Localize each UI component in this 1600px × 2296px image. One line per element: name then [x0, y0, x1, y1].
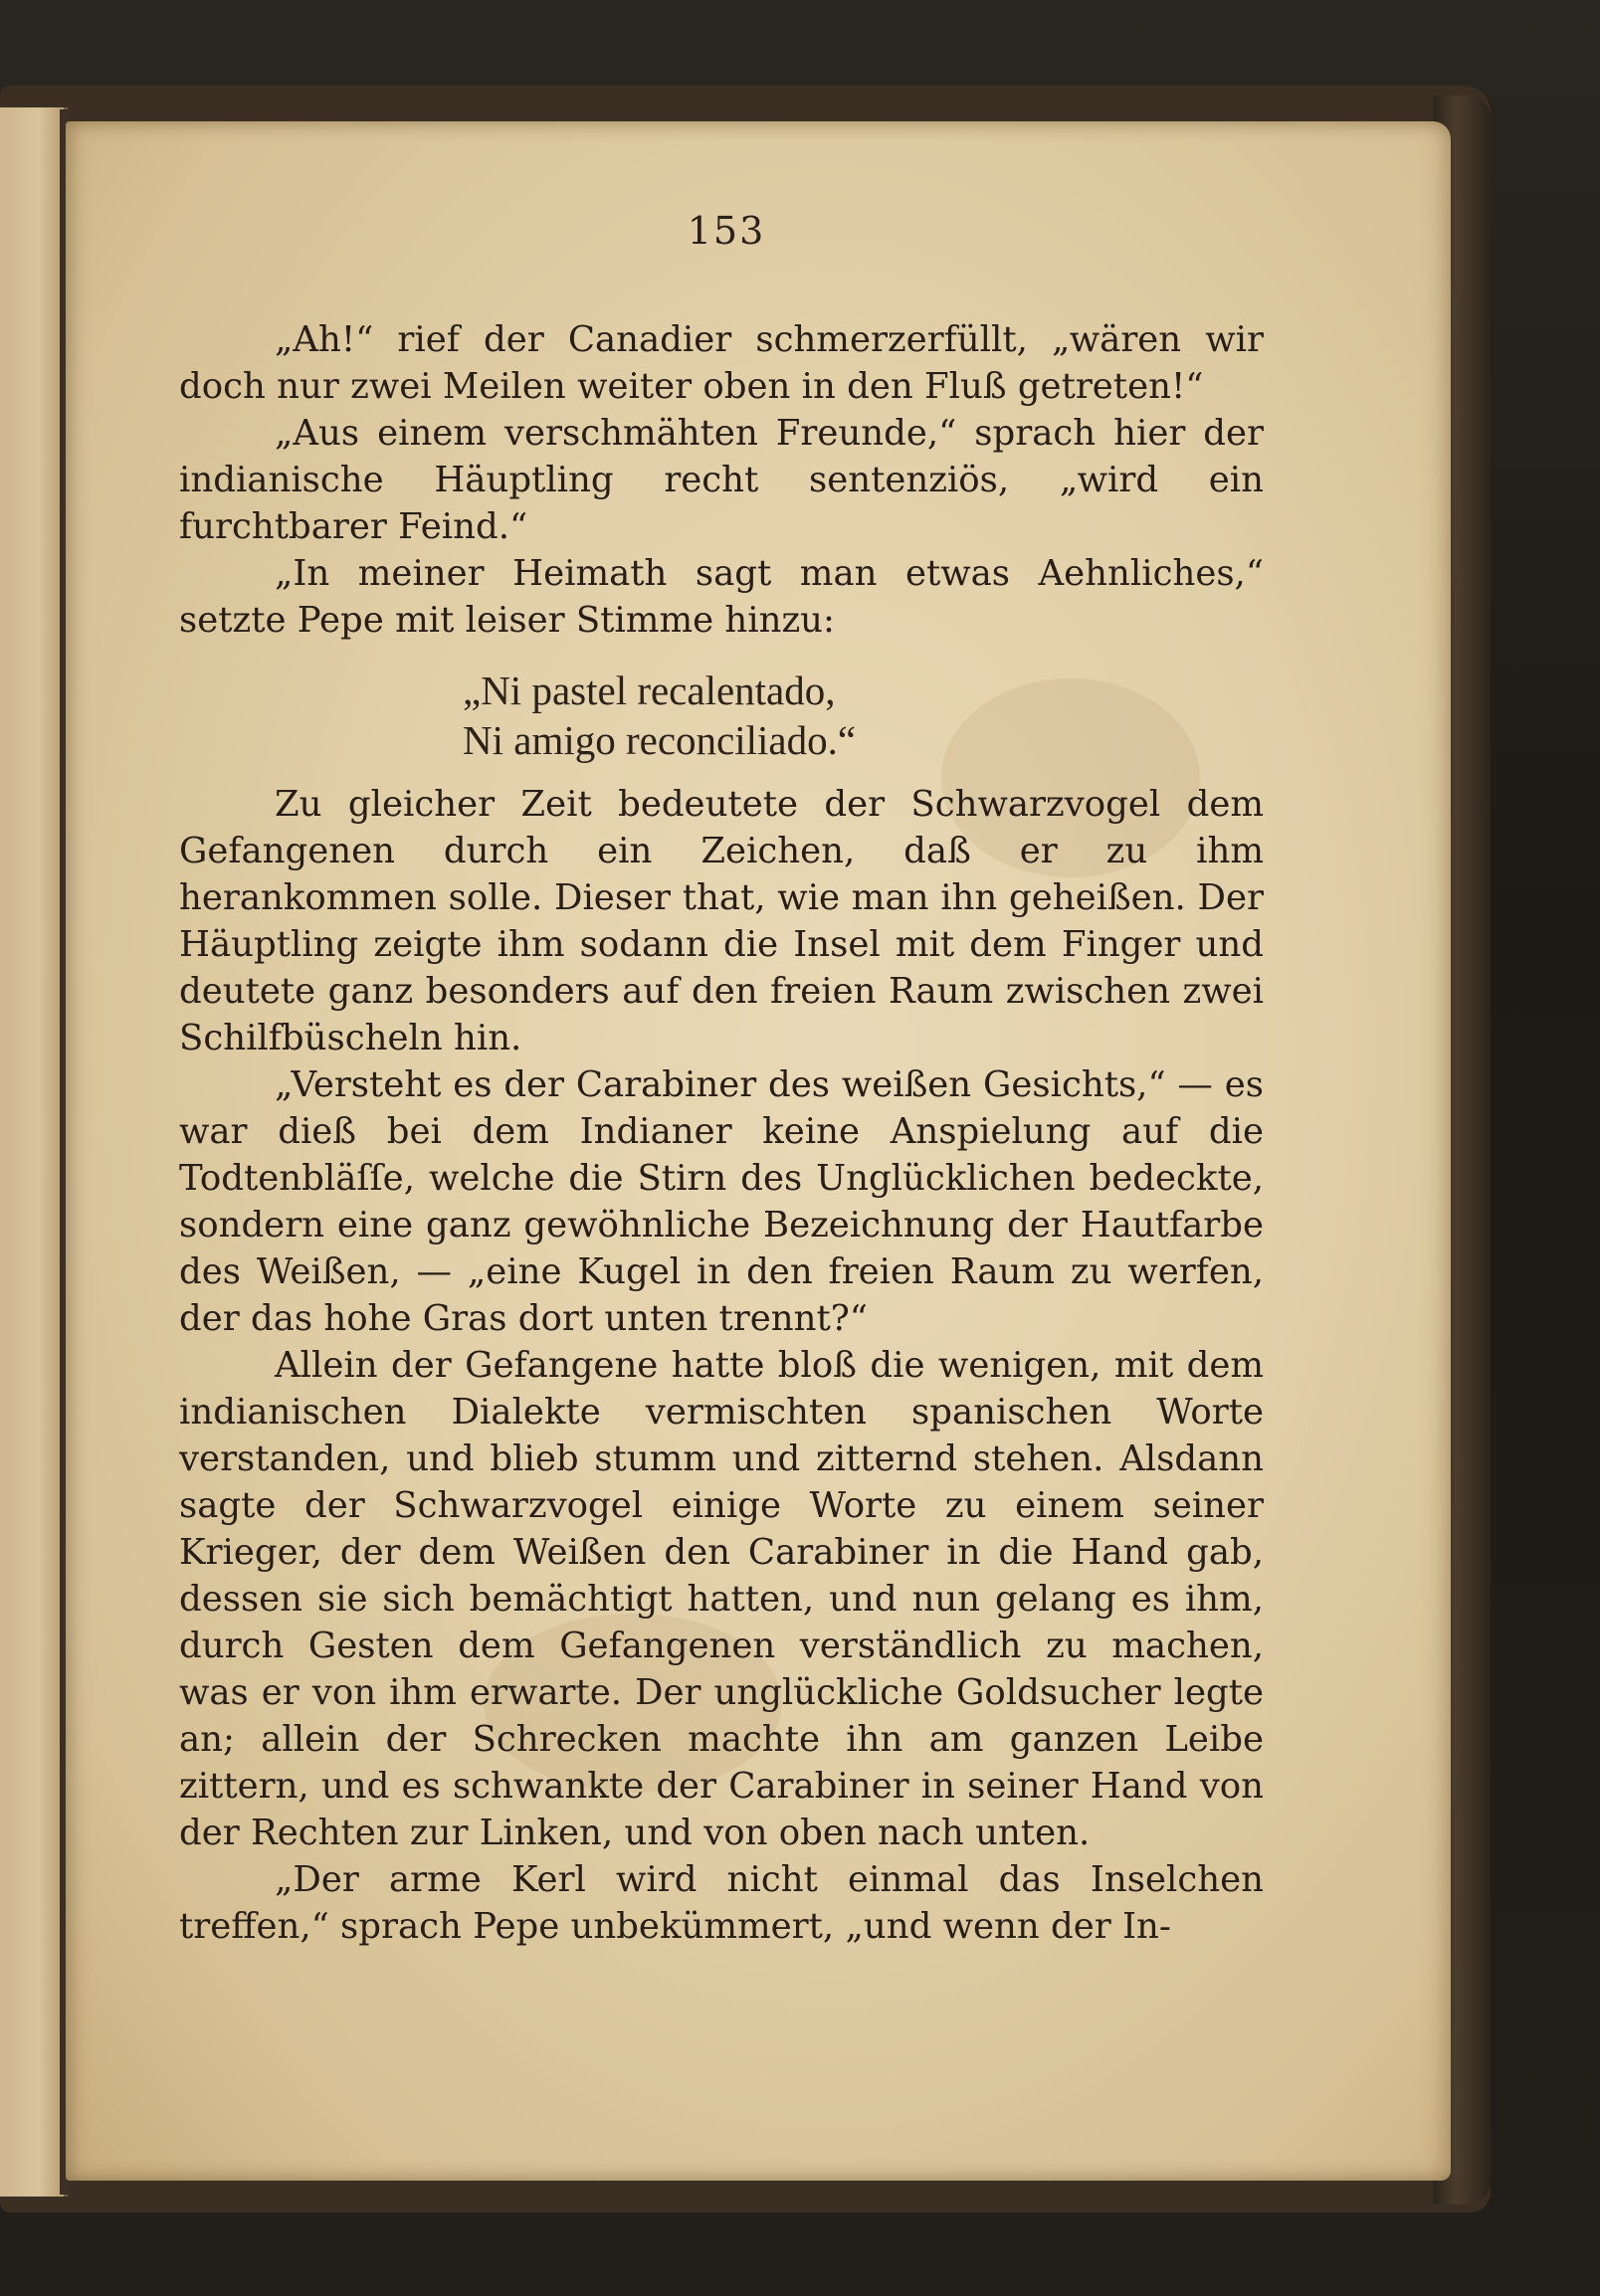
paragraph: Allein der Gefangene hatte bloß die wenigen, mit dem indianischen Dialekte vermischten spanischen Worte verstanden, und blieb stumm und zitternd stehen. Alsdann sagte der Schwarzvogel einige Worte zu einem seiner Krieger, der dem Weißen den Carabiner in die Hand gab, dessen sie sich bemächtigt hatten, und nun gelang es ihm, durch Gesten dem Gefangenen verständlich zu machen, was er von ihm erwarte. Der unglückliche Goldsucher legte an; allein der Schrecken machte ihn am ganzen Leibe zittern, und es schwankte der Carabiner in seiner Hand von der Rechten zur Linken, und von oben nach unten. [179, 1345, 1264, 1853]
page-number: 153 [687, 209, 766, 253]
paragraph: „Aus einem verschmähten Freunde,“ sprach hier der indianische Häuptling recht sentenziös, „wird ein furchtbarer Feind.“ [179, 413, 1264, 547]
verse-line: Ni amigo reconciliado.“ [463, 717, 857, 763]
page-text [179, 316, 1264, 1950]
paragraph: „Der arme Kerl wird nicht einmal das Inselchen treffen,“ sprach Pepe unbekümmert, „und wenn der In- [179, 1859, 1264, 1947]
paragraph: „Versteht es der Carabiner des weißen Gesichts,“ — es war dieß bei dem Indianer keine Anspielung auf die Todtenbläſſe, welche die Stirn des Unglücklichen bedeckte, sondern eine ganz gewöhnliche Bezeichnung der Hautfarbe des Weißen, — „eine Kugel in den freien Raum zu werfen, der das hohe Gras dort unten trennt?“ [179, 1064, 1264, 1339]
paragraph: „Ah!“ rief der Canadier schmerzerfüllt, „wären wir doch nur zwei Meilen weiter oben in den Fluß getreten!“ [179, 319, 1264, 407]
left-page-edge [0, 107, 68, 2197]
verse-quote [179, 666, 1264, 765]
paragraph: „In meiner Heimath sagt man etwas Aehnliches,“ setzte Pepe mit leiser Stimme hinzu: [179, 553, 1264, 641]
paragraph: Zu gleicher Zeit bedeutete der Schwarzvogel dem Gefangenen durch ein Zeichen, daß er zu ihm herankommen solle. Dieser that, wie man ihn geheißen. Der Häuptling zeigte ihm sodann die Insel mit dem Finger und deutete ganz besonders auf den freien Raum zwischen zwei Schilfbüscheln hin. [179, 784, 1264, 1058]
verse-line: „Ni pastel recalentado, [463, 668, 836, 713]
